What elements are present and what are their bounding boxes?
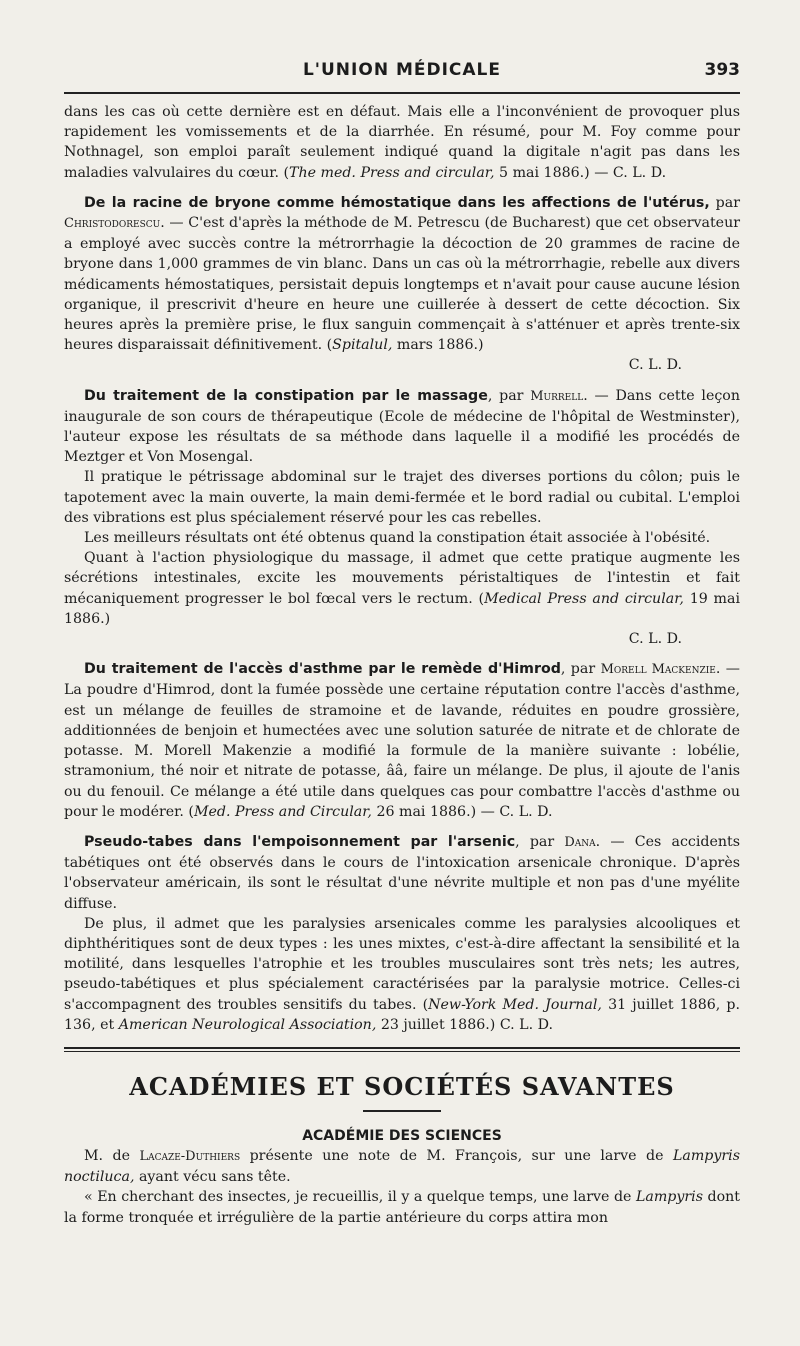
intro-paragraph — [64, 102, 740, 183]
asthme-end: 26 mai 1886.) — C. L. D. — [371, 803, 553, 820]
intro-end: 5 mai 1886.) — C. L. D. — [494, 164, 667, 181]
bryone-author: Christodorescu — [64, 216, 161, 232]
constipation-author: Murrell — [530, 388, 584, 404]
tabes-par: , par — [515, 833, 565, 850]
academie-p1-start: M. de — [84, 1147, 140, 1164]
academie-p1-mid: présente une note de M. François, sur une larve de — [240, 1147, 673, 1164]
academie-p1-species: Lampyris noctiluca, — [64, 1147, 740, 1186]
tabes-author: Dana — [564, 834, 596, 850]
constipation-title: Du traitement de la constipation par le massage — [84, 387, 488, 404]
bryone-citation: Spitalul, — [332, 337, 393, 354]
academie-p1-author: Lacaze-Duthiers — [139, 1148, 241, 1164]
academie-subheading: ACADÉMIE DES SCIENCES — [302, 1127, 502, 1144]
tabes-end: 23 juillet 1886.) C. L. D. — [376, 1016, 554, 1033]
constipation-paragraph-2: Il pratique le pétrissage abdominal sur le trajet des diverses portions du côlon; puis le tapotement avec la main ouverte, la main demi-fermée et le bord radial ou cubital. L'emploi des vibrations est plus spécialement réservé pour les cas rebelles. — [64, 469, 740, 526]
section-divider — [64, 1047, 740, 1052]
constipation-p4-text: Quant à l'action physiologique du massage, il admet que cette pratique augmente les sécrétions intestinales, excite les mouvements péristaltiques de l'intestin et fait mécaniquement progresser le bol fœcal vers le rectum. ( — [64, 550, 740, 607]
intro-citation: The med. Press and circular, — [289, 164, 495, 181]
journal-title: L'UNION MÉDICALE — [302, 60, 502, 80]
running-head — [64, 60, 740, 86]
bryone-end: mars 1886.) — [392, 337, 484, 354]
constipation-signature: C. L. D. — [628, 631, 682, 648]
intro-text: dans les cas où cette dernière est en défaut. Mais elle a l'inconvénient de provoquer plus rapidement les vomissements et de la diarrhée. En résumé, pour M. Foy comme pour Nothnagel, son emploi paraît seulement indiqué quand la digitale n'agit pas dans les maladies valvulaires du cœur. ( — [64, 104, 740, 181]
academie-paragraph-2 — [64, 1187, 740, 1227]
asthme-par: , par — [560, 661, 601, 678]
tabes-p2-text: De plus, il admet que les paralysies arsenicales comme les paralysies alcooliques et diphthéritiques sont de deux types : les unes mixtes, c'est-à-dire affectant la sensibilité et la motilité, dans lesquelles l'atrophie et les troubles musculaires sont très nets; les autres, pseudo-tabétiques et plus spécialement caractérisées par la paralysie motrice. Celles-ci s'accompagnent des troubles sensitifs du tabes. ( — [64, 915, 740, 1013]
heading-rule — [363, 1110, 441, 1112]
constipation-par: , par — [487, 387, 531, 404]
academies-heading: ACADÉMIES ET SOCIÉTÉS SAVANTES — [129, 1071, 675, 1101]
bryone-text: . — C'est d'après la méthode de M. Petrescu (de Bucharest) que cet observateur a employé avec succès contre la métrorrhagie la décoction de 20 grammes de racine de bryone dans 1,000 grammes de vin blanc. Dans un cas où la métrorrhagie, rebelle aux divers médicaments hémostatiques, persistait depuis longtemps et n'avait pour cause aucune lésion organique, il prescrivit d'heure en heure une cuillerée à dessert de cette décoction. Six heures après la première prise, le flux sanguin commençait à s'atténuer et après trente-six heures disparaissait définitivement. ( — [64, 215, 740, 354]
academie-paragraph-1 — [64, 1146, 740, 1187]
asthme-citation: Med. Press and Circular, — [193, 803, 372, 820]
constipation-paragraph-4 — [64, 548, 740, 629]
academie-p2-end: dont la forme tronquée et irrégulière de la partie antérieure du corps attira mon — [64, 1189, 740, 1226]
article-body — [64, 102, 740, 1228]
tabes-paragraph-2 — [64, 914, 740, 1035]
asthme-title: Du traitement de l'accès d'asthme par le remède d'Himrod — [84, 661, 561, 678]
constipation-end: 19 mai 1886.) — [64, 590, 740, 627]
tabes-citation-2: American Neurological Association, — [118, 1016, 377, 1033]
tabes-paragraph — [64, 832, 740, 914]
bryone-paragraph — [64, 193, 740, 356]
constipation-text: . — Dans cette leçon inaugurale de son cours de thérapeutique (Ecole de médecine de l'hôpital de Westminster), l'auteur expose les résultats de sa méthode dans laquelle il a modifié les procédés de Meztger et Von Mosengal. — [64, 387, 740, 466]
asthme-author: Morell Mackenzie — [600, 662, 716, 678]
tabes-text: . — Ces accidents tabétiques ont été observés dans le cours de l'intoxication arsenicale chronique. D'après l'observateur américain, ils sont le résultat d'une névrite multiple et non pas d'une myélite diffuse. — [64, 833, 740, 912]
bryone-title: De la racine de bryone comme hémostatique dans les affections de l'utérus, — [84, 194, 710, 211]
header-rule — [64, 92, 740, 94]
asthme-paragraph — [64, 659, 740, 822]
bryone-signature: C. L. D. — [628, 357, 682, 374]
tabes-citation-1: New-York Med. Journal, — [428, 996, 602, 1013]
bryone-par: par — [709, 194, 740, 211]
constipation-citation: Medical Press and circular, — [484, 590, 684, 607]
page-number: 393 — [704, 60, 740, 80]
tabes-title: Pseudo-tabes dans l'empoisonnement par l'arsenic — [84, 833, 516, 850]
academie-p1-end: ayant vécu sans tête. — [134, 1169, 291, 1186]
academie-p2-species: Lampyris — [635, 1189, 703, 1206]
academie-p2-start: « En cherchant des insectes, je recueillis, il y a quelque temps, une larve de — [84, 1189, 636, 1206]
constipation-paragraph-3: Les meilleurs résultats ont été obtenus quand la constipation était associée à l'obésité. — [84, 530, 711, 547]
tabes-mid: 31 juillet 1886, p. 136, et — [64, 996, 740, 1033]
constipation-paragraph — [64, 386, 740, 468]
asthme-text: . — La poudre d'Himrod, dont la fumée possède une certaine réputation contre l'accès d'asthme, est un mélange de feuilles de stramoine et de lavande, réduites en poudre grossière, additionnées de benjoin et humectées avec une solution saturée de nitrate et de chlorate de potasse. M. Morell Makenzie a modifié la formule de la manière suivante : lobélie, stramonium, thé noir et nitrate de potasse, ââ, faire un mélange. De plus, il ajoute de l'anis ou du fenouil. Ce mélange a été utile dans quelques cas pour combattre l'accès d'asthme ou pour le modérer. ( — [64, 661, 740, 820]
